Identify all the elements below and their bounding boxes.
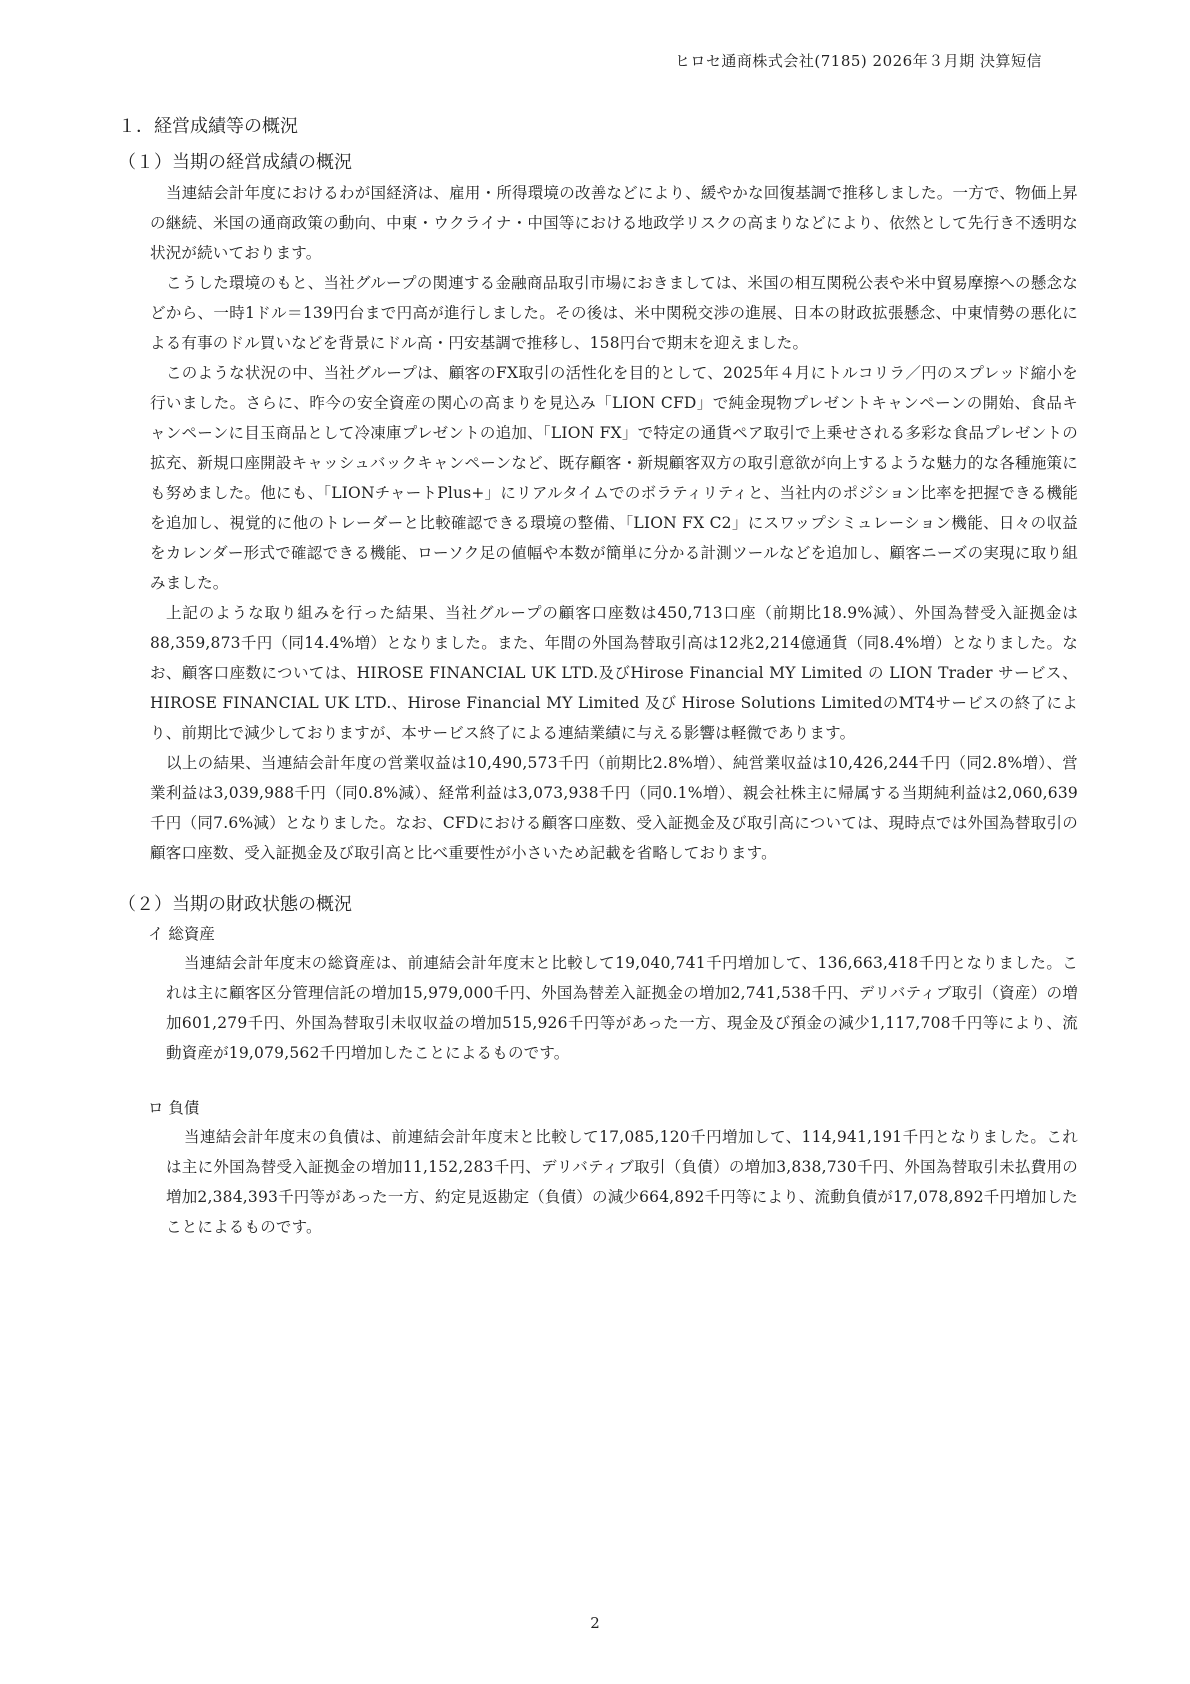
total-assets-title: イ 総資産	[148, 925, 215, 943]
paragraph-market: こうした環境のもと、当社グループの関連する金融商品取引市場におきましては、米国の相互関税公表や米中貿易摩擦への懸念などから、一時1ドル＝139円台まで円高が進行しました。その後は、米中関税交渉の進展、日本の財政拡張懸念、中東情勢の悪化による有事のドル買いなどを背景にドル高・円安基調で推移し、158円台で期末を迎えました。	[150, 274, 1078, 352]
document-body	[118, 112, 1078, 1242]
liabilities-title: ロ 負債	[148, 1099, 200, 1117]
document-header: ヒロセ通商株式会社(7185) 2026年３月期 決算短信	[674, 52, 1042, 70]
paragraph-economy: 当連結会計年度におけるわが国経済は、雇用・所得環境の改善などにより、緩やかな回復基調で推移しました。一方で、物価上昇の継続、米国の通商政策の動向、中東・ウクライナ・中国等における地政学リスクの高まりなどにより、依然として先行き不透明な状況が続いております。	[150, 184, 1078, 262]
page-number: 2	[590, 1614, 600, 1632]
subsection-1-title: （１）当期の経営成績の概況	[118, 152, 352, 173]
subsection-2-title: （２）当期の財政状態の概況	[118, 894, 352, 915]
paragraph-initiatives: このような状況の中、当社グループは、顧客のFX取引の活性化を目的として、2025年４月にトルコリラ／円のスプレッド縮小を行いました。さらに、昨今の安全資産の関心の高まりを見込み「LION CFD」で純金現物プレゼントキャンペーンの開始、食品キャンペーンに目玉商品として冷凍庫プレゼントの追加、「LION FX」で特定の通貨ペア取引で上乗せされる多彩な食品プレゼントの拡充、新規口座開設キャッシュバックキャンペーンなど、既存顧客・新規顧客双方の取引意欲が向上するような魅力的な各種施策にも努めました。他にも、「LIONチャートPlus+」にリアルタイムでのボラティリティと、当社内のポジション比率を把握できる機能を追加し、視覚的に他のトレーダーと比較確認できる環境の整備、「LION FX C2」にスワップシミュレーション機能、日々の収益をカレンダー形式で確認できる機能、ローソク足の値幅や本数が簡単に分かる計測ツールなどを追加し、顧客ニーズの実現に取り組みました。	[150, 364, 1078, 592]
paragraph-liabilities: 当連結会計年度末の負債は、前連結会計年度末と比較して17,085,120千円増加して、114,941,191千円となりました。これは主に外国為替受入証拠金の増加11,152,283千円、デリバティブ取引（負債）の増加3,838,730千円、外国為替取引未払費用の増加2,384,393千円等があった一方、約定見返勘定（負債）の減少664,892千円等により、流動負債が17,078,892千円増加したことによるものです。	[166, 1128, 1078, 1236]
paragraph-accounts: 上記のような取り組みを行った結果、当社グループの顧客口座数は450,713口座（前期比18.9%減）、外国為替受入証拠金は88,359,873千円（同14.4%増）となりました。また、年間の外国為替取引高は12兆2,214億通貨（同8.4%増）となりました。なお、顧客口座数については、HIROSE FINANCIAL UK LTD.及びHirose Financial MY Limited の LION Trader サービス、HIROSE FINANCIAL UK LTD.、Hirose Financial MY Limited 及び Hirose Solutions LimitedのMT4サービスの終了により、前期比で減少しておりますが、本サービス終了による連結業績に与える影響は軽微であります。	[150, 604, 1078, 742]
section-1-title: １．経営成績等の概況	[118, 116, 298, 137]
paragraph-results: 以上の結果、当連結会計年度の営業収益は10,490,573千円（前期比2.8%増）、純営業収益は10,426,244千円（同2.8%増）、営業利益は3,039,988千円（同0.8%減）、経常利益は3,073,938千円（同0.1%増）、親会社株主に帰属する当期純利益は2,060,639千円（同7.6%減）となりました。なお、CFDにおける顧客口座数、受入証拠金及び取引高については、現時点では外国為替取引の顧客口座数、受入証拠金及び取引高と比べ重要性が小さいため記載を省略しております。	[150, 754, 1078, 862]
paragraph-total-assets: 当連結会計年度末の総資産は、前連結会計年度末と比較して19,040,741千円増加して、136,663,418千円となりました。これは主に顧客区分管理信託の増加15,979,000千円、外国為替差入証拠金の増加2,741,538千円、デリバティブ取引（資産）の増加601,279千円、外国為替取引未収収益の増加515,926千円等があった一方、現金及び預金の減少1,117,708千円等により、流動資産が19,079,562千円増加したことによるものです。	[166, 954, 1078, 1062]
